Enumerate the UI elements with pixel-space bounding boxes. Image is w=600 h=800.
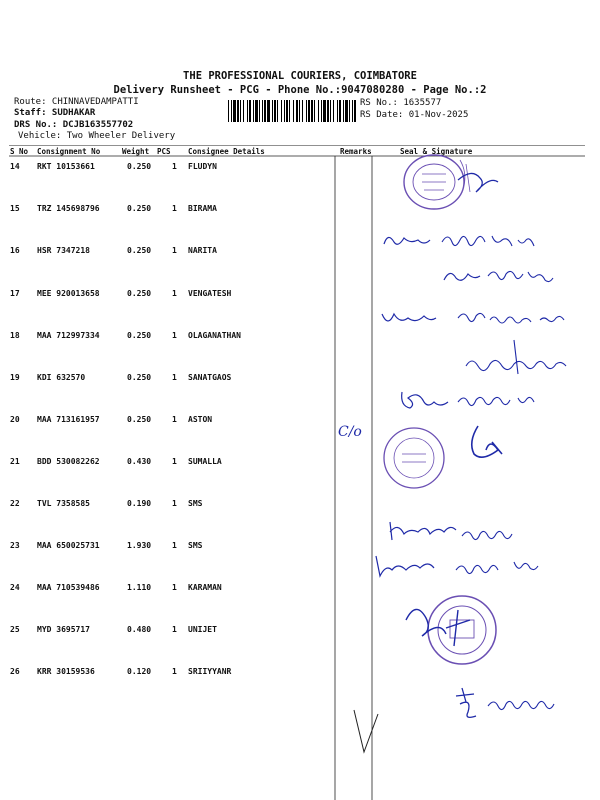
row-pcs: 1 xyxy=(172,583,177,592)
row-consignee: SUMALLA xyxy=(188,457,222,466)
barcode-bar xyxy=(337,100,338,122)
row-weight: 0.250 xyxy=(127,415,152,424)
row-pcs: 1 xyxy=(172,162,177,171)
row-weight: 0.250 xyxy=(127,162,152,171)
row-pcs: 1 xyxy=(172,499,177,508)
barcode-bar xyxy=(343,100,344,122)
barcode-bar xyxy=(349,100,350,122)
row-pcs: 1 xyxy=(172,373,177,382)
row-consignment: MAA 710539486 xyxy=(37,583,100,592)
barcode-bar xyxy=(237,100,239,122)
signature-row22 xyxy=(386,516,536,550)
seal-stamp-row14 xyxy=(392,152,502,216)
barcode-bar xyxy=(308,100,310,122)
row-weight: 0.250 xyxy=(127,331,152,340)
row-sno: 19 xyxy=(10,373,20,382)
row-sno: 16 xyxy=(10,246,20,255)
row-consignment: HSR 7347218 xyxy=(37,246,90,255)
barcode-bar xyxy=(262,100,263,122)
runsheet-subtitle: Delivery Runsheet - PCG - Phone No.:9047080280 - Page No.:2 xyxy=(113,84,487,96)
row-consignment: MAA 713161957 xyxy=(37,415,100,424)
row-sno: 22 xyxy=(10,499,20,508)
row-consignee: SANATGAOS xyxy=(188,373,232,382)
barcode-bar xyxy=(243,100,244,122)
row-consignment: BDD 530082262 xyxy=(37,457,100,466)
row-consignee: VENGATESH xyxy=(188,289,232,298)
barcode-bar xyxy=(354,100,356,122)
row-pcs: 1 xyxy=(172,457,177,466)
signature-row18 xyxy=(378,304,578,338)
header-weight: Weight xyxy=(122,147,150,156)
row-consignment: MEE 920013658 xyxy=(37,289,100,298)
barcode-bar xyxy=(272,100,273,122)
row-pcs: 1 xyxy=(172,331,177,340)
row-sno: 15 xyxy=(10,204,20,213)
barcode-bar xyxy=(296,100,298,122)
barcode-bar xyxy=(330,100,331,122)
row-consignee: BIRAMA xyxy=(188,204,217,213)
row-weight: 0.480 xyxy=(127,625,152,634)
row-consignee: SMS xyxy=(188,541,203,550)
remark-row20: C/o xyxy=(338,424,362,440)
rs-date: RS Date: 01-Nov-2025 xyxy=(360,110,469,120)
barcode-bar xyxy=(259,100,260,122)
signature-row23 xyxy=(372,552,552,586)
barcode-bar xyxy=(249,100,251,122)
barcode-bar xyxy=(314,100,315,122)
barcode-bar xyxy=(318,100,319,122)
row-consignment: KRR 30159536 xyxy=(37,667,95,676)
vehicle-label: Vehicle: Two Wheeler Delivery xyxy=(18,131,176,141)
row-weight: 0.250 xyxy=(127,204,152,213)
check-mark xyxy=(352,706,382,760)
row-weight: 0.190 xyxy=(127,499,152,508)
header-seal-signature: Seal & Signature xyxy=(400,147,473,156)
barcode-bar xyxy=(306,100,307,122)
staff-label: Staff: SUDHAKAR xyxy=(14,108,96,118)
barcode-bar xyxy=(352,100,353,122)
company-name: THE PROFESSIONAL COURIERS, COIMBATORE xyxy=(183,70,417,82)
barcode-bar xyxy=(293,100,294,122)
barcode-bar xyxy=(289,100,290,122)
row-weight: 0.430 xyxy=(127,457,152,466)
row-weight: 1.930 xyxy=(127,541,152,550)
barcode-bar xyxy=(286,100,288,122)
row-sno: 20 xyxy=(10,415,20,424)
row-weight: 0.250 xyxy=(127,373,152,382)
barcode-bar xyxy=(264,100,266,122)
barcode-bar xyxy=(255,100,258,122)
signature-row17 xyxy=(440,262,570,296)
row-consignee: OLAGANATHAN xyxy=(188,331,241,340)
barcode-bar xyxy=(327,100,329,122)
row-sno: 25 xyxy=(10,625,20,634)
row-consignment: TVL 7358585 xyxy=(37,499,90,508)
row-consignment: MYD 3695717 xyxy=(37,625,90,634)
signature-row26 xyxy=(452,684,592,728)
row-consignment: RKT 10153661 xyxy=(37,162,95,171)
header-consignee: Consignee Details xyxy=(188,147,265,156)
seal-stamp-row25 xyxy=(396,590,506,674)
rs-number: RS No.: 1635577 xyxy=(360,98,442,108)
row-consignment: MAA 650025731 xyxy=(37,541,100,550)
row-consignee: ASTON xyxy=(188,415,213,424)
row-consignee: SRIIYYANR xyxy=(188,667,232,676)
seal-stamp-row21 xyxy=(378,420,528,494)
row-consignment: MAA 712997334 xyxy=(37,331,100,340)
barcode-bar xyxy=(299,100,300,122)
row-pcs: 1 xyxy=(172,541,177,550)
barcode-bar xyxy=(253,100,254,122)
row-weight: 0.250 xyxy=(127,289,152,298)
header-pcs: PCS xyxy=(157,147,171,156)
row-consignee: KARAMAN xyxy=(188,583,222,592)
barcode-bar xyxy=(231,100,232,122)
barcode-bar xyxy=(339,100,341,122)
header-sno: S No xyxy=(10,147,29,156)
barcode xyxy=(228,100,356,122)
barcode-bar xyxy=(233,100,236,122)
route-label: Route: CHINNAVEDAMPATTI xyxy=(14,97,139,107)
barcode-bar xyxy=(323,100,326,122)
row-sno: 18 xyxy=(10,331,20,340)
header-consignment: Consignment No xyxy=(37,147,101,156)
row-pcs: 1 xyxy=(172,415,177,424)
row-pcs: 1 xyxy=(172,246,177,255)
row-consignment: KDI 632570 xyxy=(37,373,86,382)
barcode-bar xyxy=(274,100,276,122)
barcode-bar xyxy=(228,100,229,122)
row-pcs: 1 xyxy=(172,289,177,298)
barcode-bar xyxy=(333,100,334,122)
barcode-bar xyxy=(311,100,313,122)
row-weight: 0.250 xyxy=(127,246,152,255)
row-consignment: TRZ 145698796 xyxy=(37,204,100,213)
row-consignee: FLUDYN xyxy=(188,162,217,171)
barcode-bar xyxy=(247,100,248,122)
row-pcs: 1 xyxy=(172,625,177,634)
row-consignee: UNIJET xyxy=(188,625,217,634)
row-pcs: 1 xyxy=(172,667,177,676)
row-weight: 0.120 xyxy=(127,667,152,676)
barcode-bar xyxy=(284,100,285,122)
row-sno: 14 xyxy=(10,162,20,171)
barcode-bar xyxy=(321,100,322,122)
barcode-bar xyxy=(345,100,348,122)
row-weight: 1.110 xyxy=(127,583,152,592)
row-pcs: 1 xyxy=(172,204,177,213)
signature-row19 xyxy=(462,340,582,384)
barcode-bar xyxy=(267,100,270,122)
row-consignee: SMS xyxy=(188,499,203,508)
row-consignee: NARITA xyxy=(188,246,217,255)
barcode-bar xyxy=(277,100,278,122)
row-sno: 17 xyxy=(10,289,20,298)
barcode-bar xyxy=(240,100,241,122)
row-sno: 24 xyxy=(10,583,20,592)
barcode-bar xyxy=(281,100,282,122)
row-sno: 21 xyxy=(10,457,20,466)
barcode-bar xyxy=(302,100,303,122)
header-remarks: Remarks xyxy=(340,147,372,156)
signature-row16 xyxy=(380,228,550,262)
row-sno: 26 xyxy=(10,667,20,676)
row-sno: 23 xyxy=(10,541,20,550)
drs-number: DRS No.: DCJB163557702 xyxy=(14,120,134,130)
